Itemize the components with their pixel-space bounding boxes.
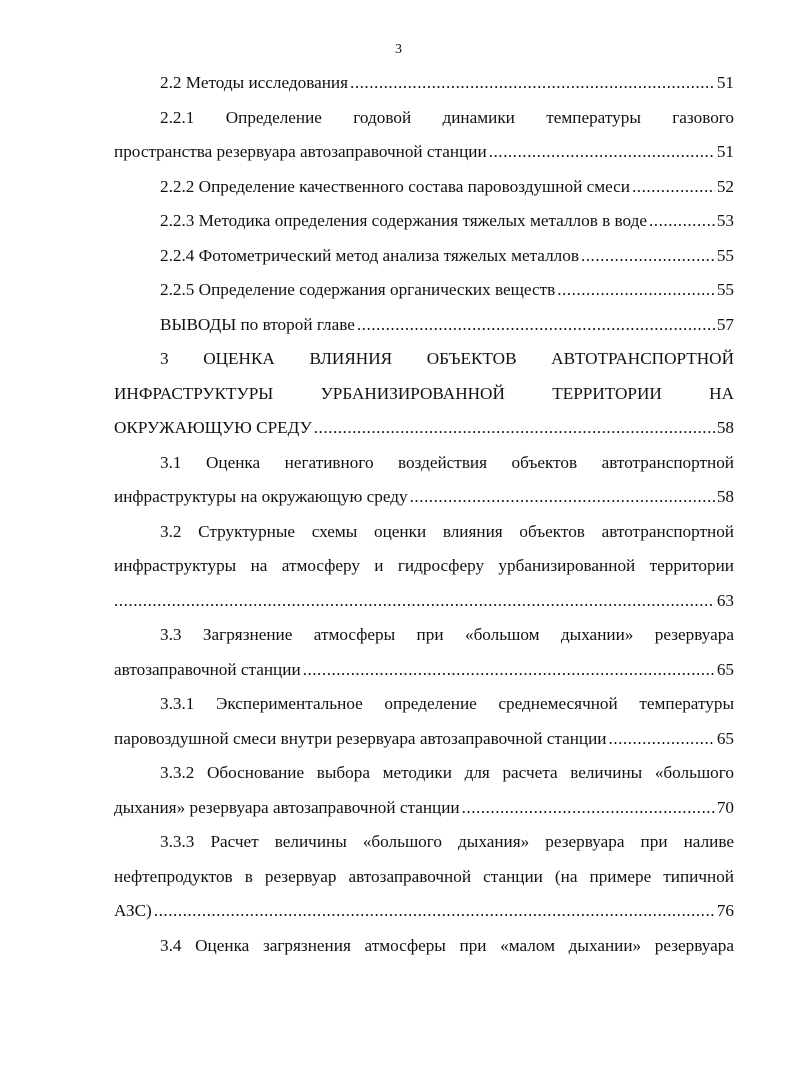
toc-page-number: 55 — [716, 245, 734, 265]
toc-page-number: 51 — [716, 73, 734, 92]
toc-page-number: 57 — [716, 314, 734, 334]
toc-entry-2-2-3[interactable] — [114, 204, 734, 239]
toc-page-number: 52 — [716, 176, 734, 196]
toc-entry-title-cont: ИНФРАСТРУКТУРЫ УРБАНИЗИРОВАННОЙ ТЕРРИТОРИИ НА — [114, 383, 734, 403]
dot-leader — [489, 135, 715, 170]
toc-entry-title: 3.1 Оценка негативного воздействия объектов автотранспортной — [160, 452, 734, 472]
toc-entry-title-cont: АЗС) — [114, 901, 152, 920]
toc-entry-title: 2.2.5 Определение содержания органических веществ — [160, 280, 556, 299]
page-number: 3 — [395, 42, 402, 57]
toc-page-number: 53 — [716, 211, 734, 230]
toc-entry-title: 3.2 Структурные схемы оценки влияния объектов автотранспортной — [160, 521, 734, 541]
toc-entry-title: 3.3.2 Обоснование выбора методики для расчета величины «большого — [160, 763, 734, 782]
toc-entry-title: 3.4 Оценка загрязнения атмосферы при «малом дыхании» резервуара — [160, 935, 734, 955]
toc-entry-title-cont: автозаправочной станции — [114, 659, 301, 679]
toc-entry-title: 3 ОЦЕНКА ВЛИЯНИЯ ОБЪЕКТОВ АВТОТРАНСПОРТНОЙ — [160, 349, 734, 368]
toc-entry-3-3-1[interactable] — [114, 687, 734, 756]
toc-entry-conclusions-2[interactable] — [114, 308, 734, 343]
toc-entry-title-cont: паровоздушной смеси внутри резервуара автозаправочной станции — [114, 728, 607, 748]
toc-entry-title-cont: ОКРУЖАЮЩУЮ СРЕДУ — [114, 418, 312, 437]
toc-entry-3-3[interactable] — [114, 618, 734, 687]
toc-page-number: 51 — [716, 142, 734, 161]
toc-entry-3-2[interactable] — [114, 515, 734, 619]
toc-entry-title: 3.3.1 Экспериментальное определение среднемесячной температуры — [160, 694, 734, 713]
toc-page-number: 65 — [716, 659, 734, 679]
toc-entry-title-cont: инфраструктуры на окружающую среду — [114, 487, 408, 506]
toc-page-number: 76 — [716, 901, 734, 920]
toc-entry-title-cont: инфраструктуры на атмосферу и гидросферу урбанизированной территории — [114, 556, 734, 575]
table-of-contents — [114, 66, 734, 963]
toc-page-number: 63 — [716, 590, 734, 610]
toc-page-number: 70 — [716, 797, 734, 817]
toc-entry-title: 2.2 Методы исследования — [160, 73, 349, 92]
toc-entry-title-cont: нефтепродуктов в резервуар автозаправочной станции (на примере типичной — [114, 866, 734, 886]
toc-entry-title: 3.3 Загрязнение атмосферы при «большом дыхании» резервуара — [160, 625, 734, 644]
toc-entry-title: 2.2.3 Методика определения содержания тяжелых металлов в воде — [160, 211, 647, 230]
toc-entry-2-2-4[interactable] — [114, 239, 734, 274]
toc-entry-chapter-3[interactable] — [114, 342, 734, 446]
dot-leader — [632, 170, 715, 205]
dot-leader — [357, 308, 715, 343]
toc-entry-3-3-3[interactable] — [114, 825, 734, 929]
dot-leader — [154, 894, 715, 929]
toc-entry-title: 2.2.2 Определение качественного состава паровоздушной смеси — [160, 176, 630, 196]
toc-entry-2-2[interactable] — [114, 66, 734, 101]
toc-page-number: 55 — [716, 280, 734, 299]
toc-page-number: 65 — [716, 728, 734, 748]
dot-leader — [557, 273, 715, 308]
toc-entry-title: 2.2.4 Фотометрический метод анализа тяжелых металлов — [160, 245, 579, 265]
toc-entry-2-2-1[interactable] — [114, 101, 734, 170]
toc-entry-3-3-2[interactable] — [114, 756, 734, 825]
toc-entry-3-1[interactable] — [114, 446, 734, 515]
dot-leader — [649, 204, 715, 239]
toc-entry-title: 2.2.1 Определение годовой динамики температуры газового — [160, 107, 734, 127]
dot-leader — [303, 653, 715, 688]
dot-leader — [410, 480, 715, 515]
toc-entry-title-cont: пространства резервуара автозаправочной станции — [114, 142, 487, 161]
toc-entry-2-2-2[interactable] — [114, 170, 734, 205]
toc-page-number: 58 — [716, 487, 734, 506]
dot-leader — [581, 239, 715, 274]
dot-leader — [350, 66, 715, 101]
dot-leader — [609, 722, 715, 757]
dot-leader — [314, 411, 715, 446]
toc-entry-title: 3.3.3 Расчет величины «большого дыхания» резервуара при наливе — [160, 832, 734, 851]
toc-entry-2-2-5[interactable] — [114, 273, 734, 308]
toc-entry-title-cont: дыхания» резервуара автозаправочной станции — [114, 797, 460, 817]
toc-page-number: 58 — [716, 418, 734, 437]
toc-entry-3-4[interactable] — [114, 929, 734, 964]
dot-leader — [462, 791, 715, 826]
toc-entry-title: ВЫВОДЫ по второй главе — [160, 314, 355, 334]
dot-leader — [114, 584, 715, 619]
